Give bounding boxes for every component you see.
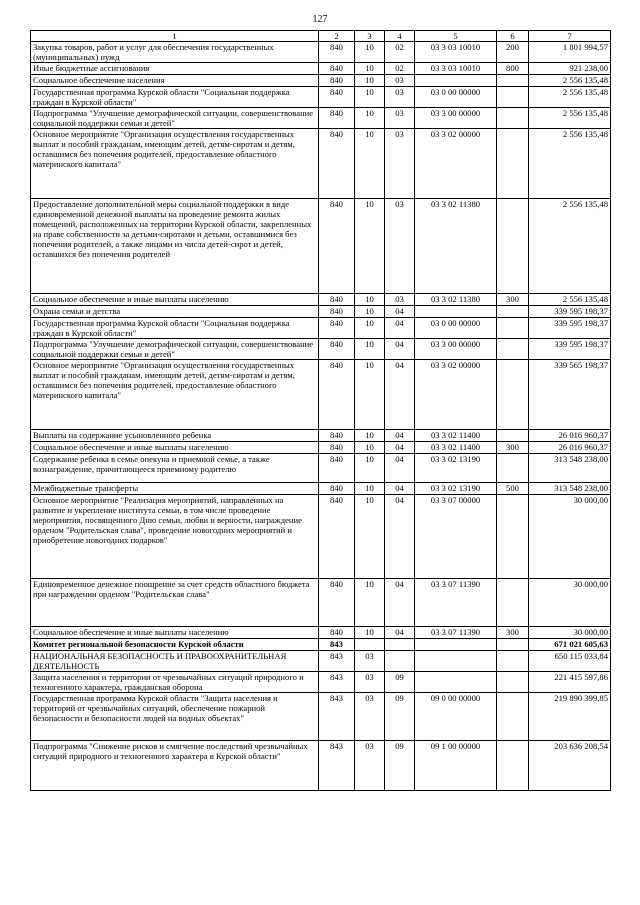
row-amount: 219 890 399,85 [529, 693, 611, 741]
row-code-ministry: 840 [319, 627, 355, 639]
row-code-expense-type [497, 672, 529, 693]
row-amount: 1 801 994,57 [529, 42, 611, 63]
row-code-target: 09 1 00 00000 [415, 741, 497, 791]
table-row [31, 651, 611, 672]
row-name: Подпрограмма "Улучшение демографической ситуации, совершенствование социальной поддержки семьи и детей" [31, 108, 319, 129]
row-code-section: 10 [355, 483, 385, 495]
row-name: Выплаты на содержание усыновленного ребенка [31, 430, 319, 442]
row-amount: 2 556 135,48 [529, 129, 611, 199]
row-name: Основное мероприятие "Организация осуществления государственных выплат и пособий гражданам, имеющим детей, детям-сиротам и детям, оставшимся без попечения родителей, предоставление областного материнского капитала" [31, 360, 319, 430]
table-row [31, 318, 611, 339]
row-code-expense-type [497, 108, 529, 129]
row-code-subsection: 03 [385, 87, 415, 108]
budget-table [30, 30, 611, 791]
table-row [31, 483, 611, 495]
row-name: Охрана семьи и детства [31, 306, 319, 318]
row-code-section: 10 [355, 294, 385, 306]
row-code-expense-type [497, 430, 529, 442]
column-header: 3 [355, 31, 385, 42]
table-row [31, 672, 611, 693]
table-row [31, 639, 611, 651]
row-code-target: 03 3 07 00000 [415, 495, 497, 579]
row-code-target: 03 0 00 00000 [415, 87, 497, 108]
row-code-subsection: 04 [385, 483, 415, 495]
row-code-section: 10 [355, 442, 385, 454]
row-code-expense-type [497, 129, 529, 199]
table-row [31, 360, 611, 430]
table-row [31, 693, 611, 741]
row-code-target: 03 3 02 11400 [415, 430, 497, 442]
row-code-subsection: 03 [385, 129, 415, 199]
row-code-ministry: 840 [319, 360, 355, 430]
row-code-subsection: 03 [385, 108, 415, 129]
row-code-ministry: 840 [319, 442, 355, 454]
row-name: Подпрограмма "Улучшение демографической ситуации, совершенствование социальной поддержки семьи и детей" [31, 339, 319, 360]
row-name: Предоставление дополнительной меры социальной поддержки в виде единовременной денежной выплаты на проведение ремонта жилых помещений, расположенных на территории Курской области, закрепленных на праве собственности за детьми-сиротами и детьми, оставшимися без попечения родителей, а также лицами из числа детей-сирот и детей, оставшихся без попечения родителей [31, 199, 319, 294]
row-code-subsection: 04 [385, 627, 415, 639]
row-code-section: 10 [355, 627, 385, 639]
row-code-target [415, 306, 497, 318]
row-code-expense-type [497, 639, 529, 651]
row-name: Социальное обеспечение населения [31, 75, 319, 87]
row-code-expense-type: 500 [497, 483, 529, 495]
row-code-ministry: 840 [319, 42, 355, 63]
row-code-expense-type: 300 [497, 627, 529, 639]
page-number: 127 [312, 14, 328, 25]
row-code-expense-type [497, 579, 529, 627]
row-amount: 2 556 135,48 [529, 199, 611, 294]
table-row [31, 741, 611, 791]
row-code-ministry: 840 [319, 108, 355, 129]
row-code-expense-type [497, 75, 529, 87]
row-amount: 221 415 597,86 [529, 672, 611, 693]
table-header-row [31, 31, 611, 42]
row-code-ministry: 840 [319, 339, 355, 360]
row-code-target: 03 3 03 10010 [415, 42, 497, 63]
row-amount: 2 556 135,48 [529, 75, 611, 87]
row-code-target: 03 3 02 00000 [415, 129, 497, 199]
row-name: Основное мероприятие "Организация осуществления государственных выплат и пособий гражданам, имеющим детей, детям-сиротам и детям, оставшимся без попечения родителей, предоставление областного материнского капитала" [31, 129, 319, 199]
table-row [31, 75, 611, 87]
row-code-ministry: 840 [319, 483, 355, 495]
row-amount: 339 595 198,37 [529, 339, 611, 360]
row-code-ministry: 840 [319, 430, 355, 442]
row-name: Государственная программа Курской области "Защита населения и территорий от чрезвычайных ситуаций, обеспечение пожарной безопасности и безопасности людей на водных объектах" [31, 693, 319, 741]
row-code-subsection: 03 [385, 75, 415, 87]
row-name: Единовременное денежное поощрение за счет средств областного бюджета при награждении орденом "Родительская слава" [31, 579, 319, 627]
row-name: Государственная программа Курской области "Социальная поддержка граждан в Курской области" [31, 318, 319, 339]
row-amount: 30 000,00 [529, 579, 611, 627]
column-header: 7 [529, 31, 611, 42]
table-row [31, 430, 611, 442]
row-code-ministry: 843 [319, 639, 355, 651]
row-name: НАЦИОНАЛЬНАЯ БЕЗОПАСНОСТЬ И ПРАВООХРАНИТЕЛЬНАЯ ДЕЯТЕЛЬНОСТЬ [31, 651, 319, 672]
row-code-ministry: 840 [319, 495, 355, 579]
table-row [31, 199, 611, 294]
table-row [31, 42, 611, 63]
row-code-expense-type [497, 318, 529, 339]
row-code-target [415, 672, 497, 693]
row-code-section: 10 [355, 87, 385, 108]
row-code-subsection: 03 [385, 294, 415, 306]
row-code-target [415, 651, 497, 672]
row-code-subsection: 02 [385, 42, 415, 63]
row-code-ministry: 843 [319, 651, 355, 672]
table-row [31, 495, 611, 579]
row-amount: 650 115 033,84 [529, 651, 611, 672]
table-row [31, 63, 611, 75]
row-name: Подпрограмма "Снижение рисков и смягчение последствий чрезвычайных ситуаций природного и техногенного характера в Курской области" [31, 741, 319, 791]
row-amount: 339 595 198,37 [529, 318, 611, 339]
row-code-target [415, 639, 497, 651]
row-amount: 2 556 135,48 [529, 108, 611, 129]
row-code-subsection: 04 [385, 318, 415, 339]
row-code-target: 03 3 02 13190 [415, 454, 497, 483]
row-code-target: 03 3 02 11380 [415, 199, 497, 294]
row-code-subsection: 09 [385, 693, 415, 741]
row-code-section: 10 [355, 306, 385, 318]
row-amount: 30 000,00 [529, 627, 611, 639]
row-code-subsection: 04 [385, 339, 415, 360]
row-code-section: 10 [355, 318, 385, 339]
column-header: 2 [319, 31, 355, 42]
row-code-ministry: 840 [319, 454, 355, 483]
row-code-subsection: 04 [385, 442, 415, 454]
row-code-subsection: 02 [385, 63, 415, 75]
row-name: Закупка товаров, работ и услуг для обеспечения государственных (муниципальных) нужд [31, 42, 319, 63]
row-code-expense-type [497, 339, 529, 360]
row-code-target: 03 3 07 11390 [415, 579, 497, 627]
row-code-section: 10 [355, 63, 385, 75]
row-code-subsection: 04 [385, 306, 415, 318]
row-amount: 2 556 135,48 [529, 294, 611, 306]
row-amount: 203 636 208,54 [529, 741, 611, 791]
row-code-target: 03 3 02 11400 [415, 442, 497, 454]
row-code-ministry: 843 [319, 693, 355, 741]
row-code-ministry: 840 [319, 75, 355, 87]
row-code-expense-type [497, 87, 529, 108]
row-name: Социальное обеспечение и иные выплаты населению [31, 294, 319, 306]
row-code-expense-type: 800 [497, 63, 529, 75]
row-amount: 339 565 198,37 [529, 360, 611, 430]
row-code-expense-type [497, 199, 529, 294]
row-code-target [415, 75, 497, 87]
row-code-ministry: 840 [319, 306, 355, 318]
row-code-subsection: 04 [385, 430, 415, 442]
row-code-expense-type [497, 693, 529, 741]
row-code-ministry: 840 [319, 199, 355, 294]
row-code-subsection: 09 [385, 672, 415, 693]
row-code-expense-type [497, 454, 529, 483]
row-code-target: 09 0 00 00000 [415, 693, 497, 741]
row-code-subsection: 04 [385, 454, 415, 483]
row-name: Государственная программа Курской области "Социальная поддержка граждан в Курской области" [31, 87, 319, 108]
row-name: Социальное обеспечение и иные выплаты населению [31, 442, 319, 454]
row-code-expense-type [497, 651, 529, 672]
row-name: Иные бюджетные ассигнования [31, 63, 319, 75]
row-amount: 313 548 238,00 [529, 454, 611, 483]
row-code-subsection: 09 [385, 741, 415, 791]
row-code-section [355, 639, 385, 651]
row-code-section: 10 [355, 360, 385, 430]
row-code-target: 03 3 03 10010 [415, 63, 497, 75]
row-code-ministry: 840 [319, 294, 355, 306]
row-code-expense-type: 200 [497, 42, 529, 63]
row-code-target: 03 3 00 00000 [415, 108, 497, 129]
row-amount: 2 556 135,48 [529, 87, 611, 108]
row-code-target: 03 0 00 00000 [415, 318, 497, 339]
row-code-target: 03 3 00 00000 [415, 339, 497, 360]
row-name: Основное мероприятие "Реализация мероприятий, направленных на развитие и укрепление института семьи, в том числе проведение мероприятия, посвященного Дню семьи, любви и верности, награждение орденом "Родительская слава", проведение новогодних мероприятий и приобретение новогодних подарков" [31, 495, 319, 579]
table-row [31, 129, 611, 199]
row-code-expense-type [497, 360, 529, 430]
row-amount: 26 016 960,37 [529, 430, 611, 442]
row-code-section: 10 [355, 430, 385, 442]
row-code-subsection: 04 [385, 495, 415, 579]
row-code-subsection: 03 [385, 199, 415, 294]
row-code-ministry: 840 [319, 87, 355, 108]
row-code-expense-type: 300 [497, 442, 529, 454]
row-code-expense-type [497, 741, 529, 791]
row-code-section: 10 [355, 129, 385, 199]
row-code-section: 10 [355, 579, 385, 627]
row-code-expense-type: 300 [497, 294, 529, 306]
row-code-expense-type [497, 495, 529, 579]
row-code-target: 03 3 02 13190 [415, 483, 497, 495]
table-row [31, 306, 611, 318]
table-row [31, 294, 611, 306]
table-row [31, 579, 611, 627]
table-row [31, 442, 611, 454]
row-code-section: 10 [355, 454, 385, 483]
row-amount: 313 548 238,00 [529, 483, 611, 495]
row-code-subsection: 04 [385, 360, 415, 430]
row-code-ministry: 840 [319, 63, 355, 75]
row-code-section: 10 [355, 108, 385, 129]
row-code-section: 10 [355, 339, 385, 360]
column-header: 1 [31, 31, 319, 42]
row-code-ministry: 840 [319, 318, 355, 339]
row-name: Защита населения и территории от чрезвычайных ситуаций природного и техногенного характера, гражданская оборона [31, 672, 319, 693]
row-amount: 339 595 198,37 [529, 306, 611, 318]
row-code-section: 10 [355, 75, 385, 87]
row-code-ministry: 840 [319, 579, 355, 627]
row-code-section: 10 [355, 495, 385, 579]
row-code-section: 10 [355, 199, 385, 294]
row-name: Межбюджетные трансферты [31, 483, 319, 495]
row-code-section: 03 [355, 693, 385, 741]
table-row [31, 87, 611, 108]
table-row [31, 627, 611, 639]
row-code-subsection: 04 [385, 579, 415, 627]
row-code-section: 03 [355, 672, 385, 693]
table-row [31, 108, 611, 129]
row-amount: 30 000,00 [529, 495, 611, 579]
row-code-ministry: 843 [319, 672, 355, 693]
row-name: Комитет региональной безопасности Курской области [31, 639, 319, 651]
row-code-ministry: 843 [319, 741, 355, 791]
row-code-section: 03 [355, 651, 385, 672]
row-amount: 921 238,00 [529, 63, 611, 75]
row-code-subsection [385, 651, 415, 672]
row-amount: 671 021 605,63 [529, 639, 611, 651]
row-code-target: 03 3 02 11380 [415, 294, 497, 306]
column-header: 4 [385, 31, 415, 42]
row-code-section: 10 [355, 42, 385, 63]
column-header: 5 [415, 31, 497, 42]
row-code-target: 03 3 02 00000 [415, 360, 497, 430]
row-code-expense-type [497, 306, 529, 318]
row-name: Социальное обеспечение и иные выплаты населению [31, 627, 319, 639]
row-code-ministry: 840 [319, 129, 355, 199]
row-name: Содержание ребенка в семье опекуна и приемной семье, а также вознаграждение, причитающееся приемному родителю [31, 454, 319, 483]
column-header: 6 [497, 31, 529, 42]
table-row [31, 339, 611, 360]
table-row [31, 454, 611, 483]
row-code-section: 03 [355, 741, 385, 791]
row-amount: 26 016 960,37 [529, 442, 611, 454]
row-code-subsection [385, 639, 415, 651]
row-code-target: 03 3 07 11390 [415, 627, 497, 639]
